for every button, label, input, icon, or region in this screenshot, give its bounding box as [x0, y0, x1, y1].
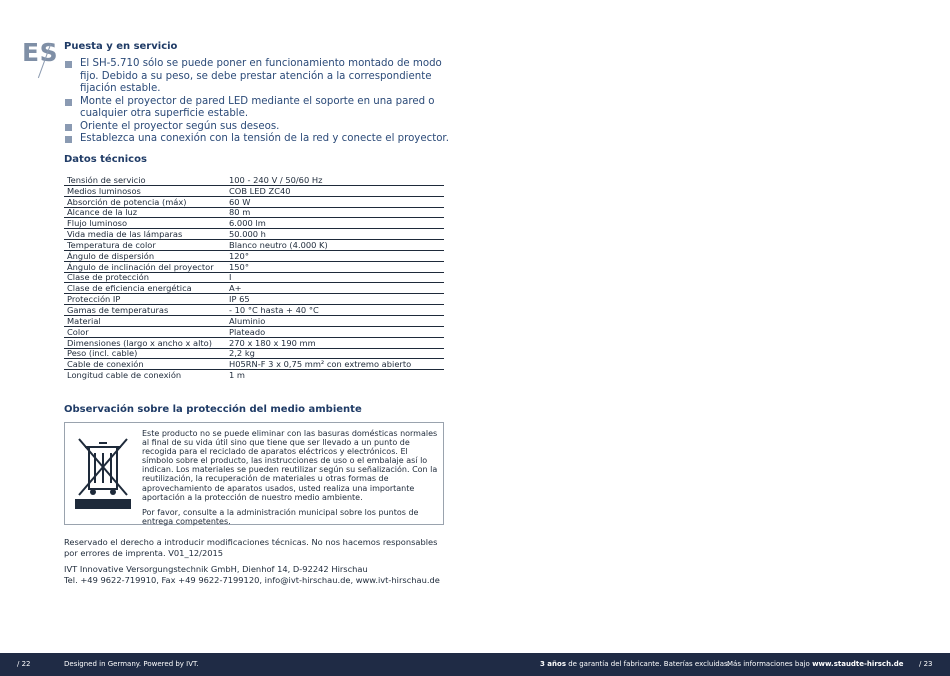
website-link[interactable]: www.staudte-hirsch.de — [812, 660, 904, 668]
spec-row — [64, 294, 444, 305]
spec-value: 120° — [226, 250, 444, 261]
bottom-bar — [0, 653, 950, 676]
setup-bullet: Establezca una conexión con la tensión de la red y conecte el proyector. — [64, 133, 454, 146]
spec-label: Temperatura de color — [64, 240, 226, 251]
spec-value: Aluminio — [226, 315, 444, 326]
spec-row — [64, 326, 444, 337]
spec-row — [64, 196, 444, 207]
spec-value: 2,2 kg — [226, 348, 444, 359]
more-info-note: Más informaciones bajo www.staudte-hirsch.de — [727, 660, 904, 668]
setup-bullet-list — [64, 58, 454, 146]
spec-label: Medios luminosos — [64, 185, 226, 196]
environment-paragraph: Por favor, consulte a la administración municipal sobre los puntos de entrega competentes. — [142, 507, 419, 526]
square-bullet-icon — [65, 124, 72, 131]
crossed-out-wheelie-bin-icon — [75, 437, 131, 509]
company-info — [64, 564, 444, 585]
spec-label: Material — [64, 315, 226, 326]
spec-value: IP 65 — [226, 294, 444, 305]
spec-label: Flujo luminoso — [64, 218, 226, 229]
spec-value: H05RN-F 3 x 0,75 mm² con extremo abierto — [226, 359, 444, 370]
spec-value: - 10 °C hasta + 40 °C — [226, 305, 444, 316]
specs-heading: Datos técnicos — [64, 154, 147, 165]
spec-value: 60 W — [226, 196, 444, 207]
page-number-right: / 23 — [919, 660, 933, 668]
spec-label: Protección IP — [64, 294, 226, 305]
designed-note: Designed in Germany. Powered by IVT. — [64, 660, 199, 668]
environment-text — [142, 429, 438, 532]
spec-value: I — [226, 272, 444, 283]
spec-label: Ángulo de inclinación del proyector — [64, 261, 226, 272]
square-bullet-icon — [65, 99, 72, 106]
spec-row — [64, 315, 444, 326]
spec-value: 6.000 lm — [226, 218, 444, 229]
spec-value: 150° — [226, 261, 444, 272]
spec-label: Longitud cable de conexión — [67, 370, 182, 381]
specs-table — [64, 175, 444, 380]
spec-value: 100 - 240 V / 50/60 Hz — [226, 175, 444, 185]
spec-value: Plateado — [226, 326, 444, 337]
spec-label: Gamas de temperaturas — [64, 305, 226, 316]
company-address: IVT Innovative Versorgungstechnik GmbH, Dienhof 14, D-92242 Hirschau — [64, 564, 368, 574]
spec-label: Color — [64, 326, 226, 337]
environment-notice-box — [64, 422, 444, 525]
spec-value: A+ — [226, 283, 444, 294]
spec-row — [64, 218, 444, 229]
spec-value: 1 m — [229, 370, 245, 381]
spec-row — [64, 240, 444, 251]
spec-value: 80 m — [226, 207, 444, 218]
spec-row — [64, 185, 444, 196]
spec-value: 50.000 h — [226, 229, 444, 240]
environment-paragraph: Este producto no se puede eliminar con las basuras domésticas normales al final de su vida útil sino que tiene que ser llevado a un punto de recogida para el reciclado de aparatos eléctricos y electrónicos. El símbolo sobre el producto, las instrucciones de uso o el embalaje así lo indican. Los materiales se pueden reutilizar según su señalización. Con la reutilización, la recuperación de materiales u otras formas de aprovechamiento de aparatos usados, usted realiza una importante aportación a la protección de nuestro medio ambiente. — [142, 429, 438, 502]
spec-label: Clase de eficiencia energética — [64, 283, 226, 294]
square-bullet-icon — [65, 61, 72, 68]
spec-value: Blanco neutro (4.000 K) — [226, 240, 444, 251]
spec-label: Peso (incl. cable) — [64, 348, 226, 359]
spec-label: Alcance de la luz — [64, 207, 226, 218]
setup-bullet: Monte el proyector de pared LED mediante el soporte en una pared o cualquier otra superficie estable. — [64, 96, 454, 121]
spec-row — [64, 370, 444, 380]
spec-row — [64, 272, 444, 283]
warranty-note: 3 años de garantía del fabricante. Baterías excluidas. — [540, 660, 730, 668]
spec-label: Tensión de servicio — [64, 175, 226, 185]
spec-row — [64, 337, 444, 348]
spec-label: Absorción de potencia (máx) — [64, 196, 226, 207]
disclaimer-text: Reservado el derecho a introducir modificaciones técnicas. No nos hacemos responsables por errores de imprenta. V01_12/2015 — [64, 537, 438, 558]
company-contact: Tel. +49 9622-719910, Fax +49 9622-7199120, info@ivt-hirschau.de, www.ivt-hirschau.de — [64, 574, 440, 585]
spec-row — [64, 175, 444, 185]
spec-row — [64, 261, 444, 272]
spec-value: 270 x 180 x 190 mm — [226, 337, 444, 348]
spec-row — [64, 207, 444, 218]
page-number-left: / 22 — [17, 660, 31, 668]
spec-label: Dimensiones (largo x ancho x alto) — [64, 337, 226, 348]
spec-row — [64, 348, 444, 359]
environment-heading: Observación sobre la protección del medio ambiente — [64, 404, 362, 415]
setup-heading: Puesta y en servicio — [64, 41, 178, 52]
spec-label: Cable de conexión — [64, 359, 226, 370]
spec-row — [64, 283, 444, 294]
spec-row — [64, 229, 444, 240]
setup-bullet: Oriente el proyector según sus deseos. — [64, 121, 454, 134]
spec-label: Vida media de las lámparas — [64, 229, 226, 240]
spec-row — [64, 305, 444, 316]
spec-label: Ángulo de dispersión — [64, 250, 226, 261]
spec-row — [64, 359, 444, 370]
spec-label: Clase de protección — [64, 272, 226, 283]
square-bullet-icon — [65, 136, 72, 143]
spec-value: COB LED ZC40 — [226, 185, 444, 196]
setup-bullet: El SH-5.710 sólo se puede poner en funcionamiento montado de modo fijo. Debido a su peso, se debe prestar atención a la correspondiente fijación estable. — [64, 58, 454, 96]
spec-row — [64, 250, 444, 261]
language-code: ES — [22, 38, 59, 67]
